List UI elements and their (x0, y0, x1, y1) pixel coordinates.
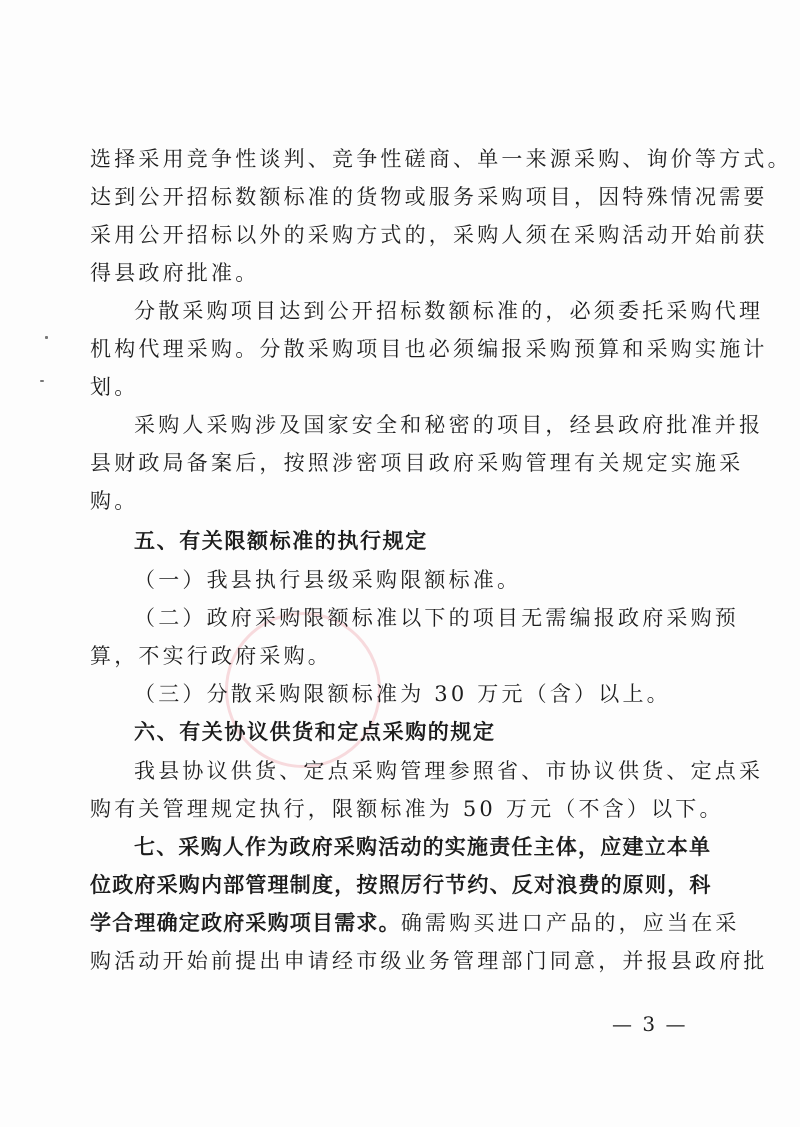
section-heading: 六、有关协议供货和定点采购的规定 (134, 720, 496, 744)
paragraph-line: 县财政局备案后，按照涉密项目政府采购管理有关规定实施采 (90, 451, 744, 475)
scan-speck (40, 380, 44, 382)
page-number: — 3 — (612, 1012, 688, 1036)
paragraph-line: 达到公开招标数额标准的货物或服务采购项目，因特殊情况需要 (90, 185, 768, 209)
list-item: （二）政府采购限额标准以下的项目无需编报政府采购预 (134, 606, 739, 630)
paragraph-line: 采购人采购涉及国家安全和秘密的项目，经县政府批准并报 (134, 413, 764, 437)
list-item: （三）分散采购限额标准为 30 万元（含）以上。 (134, 682, 671, 706)
paragraph-line: 购。 (90, 489, 139, 513)
bold-segment: 学合理确定政府采购项目需求。 (90, 911, 401, 935)
section-heading: 五、有关限额标准的执行规定 (134, 529, 428, 553)
paragraph-line-mixed (90, 908, 740, 938)
section-heading-bold: 七、采购人作为政府采购活动的实施责任主体，应建立本单 (134, 835, 712, 859)
scan-speck (45, 336, 48, 339)
paragraph-line: 我县协议供货、定点采购管理参照省、市协议供货、定点采 (134, 759, 764, 783)
paragraph-line: 得县政府批准。 (90, 261, 260, 285)
paragraph-line: 选择采用竞争性谈判、竞争性磋商、单一来源采购、询价等方式。 (90, 147, 792, 171)
paragraph-line: 采用公开招标以外的采购方式的，采购人须在采购活动开始前获 (90, 223, 768, 247)
paragraph-line: 机构代理采购。分散采购项目也必须编报采购预算和采购实施计 (90, 337, 768, 361)
paragraph-line: 算，不实行政府采购。 (90, 644, 332, 668)
paragraph-line: 划。 (90, 375, 139, 399)
paragraph-line: 购有关管理规定执行，限额标准为 50 万元（不含）以下。 (90, 797, 724, 821)
normal-segment: 确需购买进口产品的，应当在采 (400, 911, 740, 935)
paragraph-line-bold: 位政府采购内部管理制度，按照厉行节约、反对浪费的原则，科 (90, 873, 712, 897)
paragraph-line: 购活动开始前提出申请经市级业务管理部门同意，并报县政府批 (90, 949, 768, 973)
list-item: （一）我县执行县级采购限额标准。 (134, 568, 522, 592)
paragraph-line: 分散采购项目达到公开招标数额标准的，必须委托采购代理 (134, 299, 764, 323)
